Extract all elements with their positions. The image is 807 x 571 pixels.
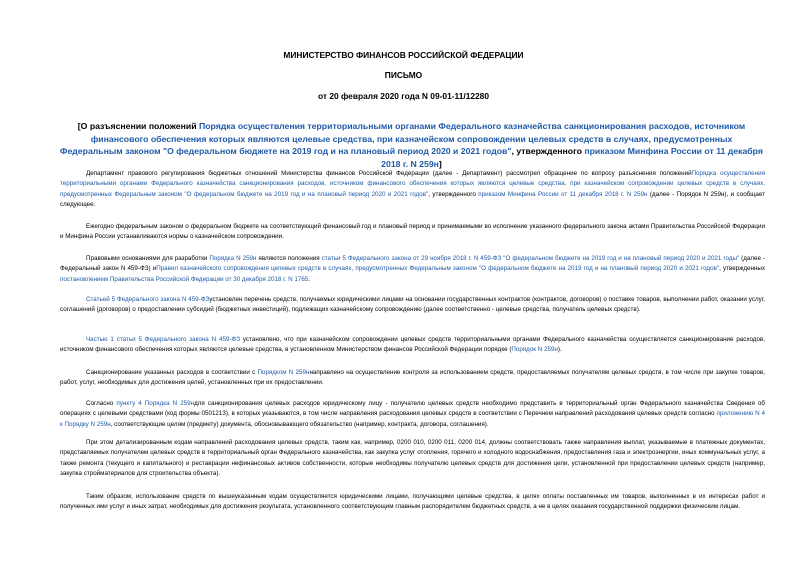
p1-decree-link[interactable]: приказом Минфина России от 11 декабря 2018 г. N 259н (478, 190, 648, 198)
title-order-link[interactable]: Порядка осуществления территориальными органами Федерального казначейства санкционирования расходов, источником финансового обеспечения которых являются целевые средства, при казначейском сопровождении целевых средств в случаях, предусмотренных Федеральным законом "О федеральном бюджете на 2019 год и на плановый период 2020 и 2021 годов" (60, 121, 746, 157)
document-title (60, 120, 763, 170)
paragraph-6 (60, 368, 765, 389)
p1-order-link[interactable]: Порядка осуществления территориальными органами Федерального казначейства санкционирования расходов, источником финансового обеспечения которых являются целевые средства, при казначейском сопровождении целевых средств в случаях, предусмотренных Федеральным законом "О федеральном бюджете на 2019 год и на плановый период 2020 и 2021 годов" (60, 170, 765, 198)
p3-text: являются положения (256, 255, 322, 262)
p1-text: , утвержденного (428, 190, 479, 198)
p9-text: Таким образом, использование средств по вышеуказанным кодам осуществляется юридическими лицами, получающими целевые средства, в целях оплаты поставленных им товаров, выполненных в их интересах работ и полученных ими услуг и иных затрат, необходимых для достижения результата, установленного соответствующим главным распорядителем бюджетных средств, а не в целях оказания государственной поддержки физическим лицам. (60, 493, 765, 511)
p6-text: направлено на осуществление контроля за использованием средств, предоставляемых получателям целевых средств, в том числе при закупке товаров, работ, услуг, необходимых для достижения целей, установленных при их предоставлении. (60, 369, 765, 387)
paragraph-2 (60, 222, 765, 243)
ministry-heading: МИНИСТЕРСТВО ФИНАНСОВ РОССИЙСКОЙ ФЕДЕРАЦИИ (283, 50, 524, 60)
p4-article-link[interactable]: Статьей 5 Федерального закона N 459-ФЗ (86, 296, 210, 303)
p7-clause-link[interactable]: пункту 4 Порядка N 259н (116, 400, 195, 407)
paragraph-7 (60, 399, 765, 430)
p5-article-link[interactable]: Частью 1 статьи 5 Федерального закона N 459-ФЗ (86, 336, 241, 343)
p3-text: . (308, 275, 311, 283)
p3-text: Правовыми основаниями для разработки (86, 255, 210, 262)
p5-text: установлено, что при казначейском сопровождении целевых средств территориальными органами Федерального казначейства осуществляется санкционирование расходов, источником финансового обеспечения которых являются целевые средства, в установленном Министерством финансов Российской Федерации порядке ( (60, 336, 765, 354)
title-suffix: ] (438, 158, 442, 169)
paragraph-3 (60, 254, 765, 285)
paragraph-5 (60, 335, 765, 356)
title-decree-link[interactable]: приказом Минфина России от 11 декабря 2018 г. N 259н (381, 146, 763, 169)
p3-text: (далее - Федеральный закон N 459-ФЗ) и (60, 255, 765, 273)
p5-text: ). (557, 346, 562, 354)
paragraph-8 (60, 438, 765, 480)
p6-text: Санкционирование указанных расходов в соответствии с (86, 369, 258, 376)
p3-law-link[interactable]: статьи 5 Федерального закона от 29 ноября 2018 г. N 459-ФЗ "О федеральном бюджете на 2019 год и на плановый период 2020 и 2021 годы" (321, 255, 740, 262)
p3-text: , утвержденных (719, 265, 765, 273)
paragraph-9 (60, 492, 765, 513)
p7-text: для санкционирования целевых расходов юридическому лицу - получателю целевых средств необходимо представить в территориальный орган Федерального казначейства Сведения об операциях с целевыми средствами (код формы 0501213), в которых указываются, в том числе направления расходования целевых средств в соответствии с Перечнем направлений расходования целевых средств согласно (60, 400, 765, 418)
paragraph-4 (60, 295, 765, 316)
date-number-heading: от 20 февраля 2020 года N 09-01-11/12280 (317, 91, 489, 101)
title-middle: , утвержденного (511, 146, 585, 157)
p6-order-link[interactable]: Порядком N 259н (257, 369, 310, 376)
p1-text: (далее - Порядок N 259н), и сообщает следующее. (60, 190, 766, 209)
p1-text: Департамент правового регулирования бюджетных отношений Министерства финансов Российской Федерации (далее - Департамент) рассмотрел обращение по вопросу разъяснения положений (86, 170, 692, 177)
p3-order-link[interactable]: Порядка N 259н (209, 255, 257, 262)
paragraph-1 (60, 169, 765, 211)
p2-text: Ежегодно федеральным законом о федеральном бюджете на соответствующий финансовый год и плановый период и принимаемыми во исполнение указанного федерального закона актами Правительства Российской Федерации и Минфина России устанавливаются нормы о казначейском сопровождении. (60, 223, 765, 241)
doc-type-heading: ПИСЬМО (384, 70, 423, 80)
p3-rules-link[interactable]: Правил казначейского сопровождения целевых средств в случаях, предусмотренных Федеральным законом "О федеральном бюджете на 2019 год и на плановый период 2020 и 2021 годов" (156, 265, 720, 273)
title-prefix: [О разъяснении положений (77, 121, 199, 131)
p7-text: , соответствующие целям (предмету) документа, обосновывающего обязательство (например, контракта, договора, соглашения). (110, 420, 489, 428)
p8-text: При этом детализированным кодам направлений расходования целевых средств, таким как, например, 0200 010, 0200 011, 0200 014, должны соответствовать также направления выплат, указываемые в платежных документах, представляемых получателем целевых средств в территориальный орган Федерального казначейства, как закупка услуг отопления, горячего и холодного водоснабжения, предоставления газа и электроэнергии, иных коммунальных услуг, а также ремонта (текущего и капитального) и реставрации нефинансовых активов собственности, которые необходимы получателю целевых средств для достижения цели, установленной при предоставлении целевых средств (например, закупка стройматериалов для строительства объекта). (60, 439, 765, 478)
p3-resolution-link[interactable]: постановлением Правительства Российской Федерации от 30 декабря 2018 г. N 1765 (60, 275, 309, 283)
p5-order-link[interactable]: Порядок N 259н (511, 346, 558, 354)
p7-appendix-link[interactable]: приложению N 4 к Порядку N 259н (60, 410, 765, 428)
p7-text: Согласно (86, 400, 117, 407)
p4-text: установлен перечень средств, получаемых юридическими лицами на основании государственных контрактов (контрактов, договоров) о поставке товаров, выполнении работ, оказании услуг, соглашений (договоров) о предоставлении субсидий (бюджетных инвестиций), подлежащих казначейскому сопровождению (далее соответственно - целевые средства, получатель целевых средств). (60, 296, 765, 314)
